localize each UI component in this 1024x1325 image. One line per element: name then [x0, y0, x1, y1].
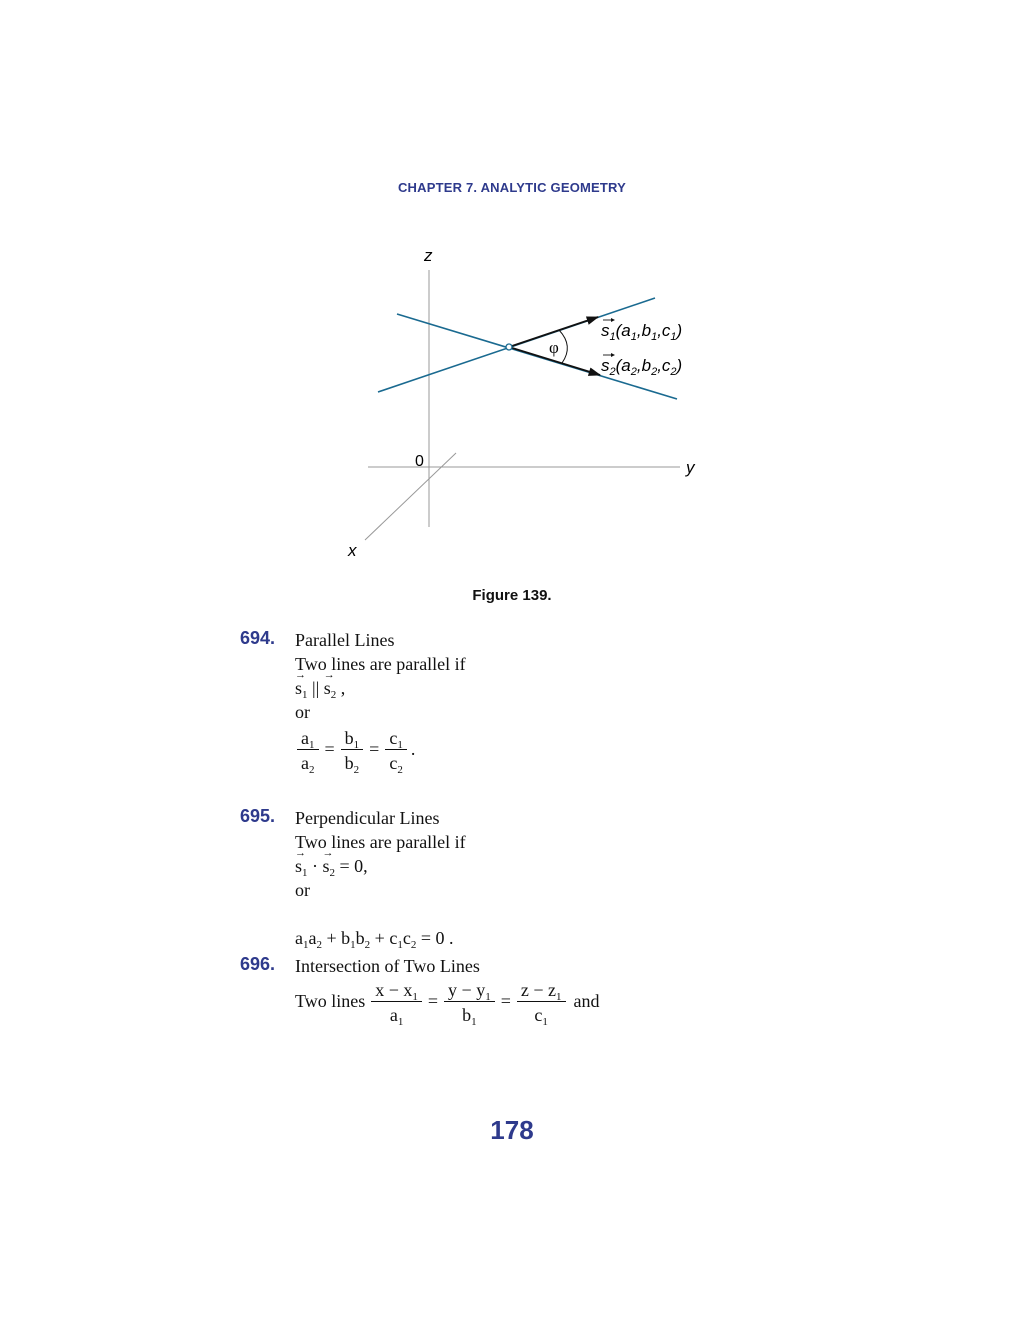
- parallel-vector-formula: → $s_1$ || → $s_2$ ,: [295, 676, 466, 700]
- section-title: Perpendicular Lines: [295, 808, 440, 828]
- section-number: 695.: [240, 806, 276, 826]
- component-formula: $a_1a_2 + b_1b_2 + c_1c_2 = 0$ .: [295, 928, 454, 951]
- or-text: or: [295, 880, 310, 900]
- origin-label: 0: [415, 453, 424, 470]
- or-text: or: [295, 702, 310, 722]
- section-text: Two lines are parallel if: [295, 832, 466, 852]
- s1-label: $s_1(a_1,b_1,c_1)$: [601, 321, 683, 343]
- dot-product-formula: → $s_1$ · → $s_2 = 0$,: [295, 854, 466, 878]
- section-number: 694.: [240, 628, 276, 648]
- z-axis-label: z: [424, 246, 433, 265]
- parallel-ratio-formula: $\frac{a_1}{a_2}$ = $\frac{b_1}{b_2}$ = $\frac{c_1}{c_2}$ .: [295, 728, 466, 773]
- s1-overarrow-head: [611, 318, 615, 322]
- section-title: Parallel Lines: [295, 630, 395, 650]
- s2-overarrow-head: [611, 353, 615, 357]
- section-title: Intersection of Two Lines: [295, 956, 480, 976]
- x-axis: [365, 453, 456, 540]
- page-number: 178: [490, 1115, 534, 1145]
- section-text: Two lines are parallel if: [295, 654, 466, 674]
- line-equations-formula: Two lines $\frac{x - x_1}{a_1}$ = $\frac{y - y_1}{b_1}$ = $\frac{z - z_1}{c_1}$ and: [295, 980, 600, 1028]
- s2-label: $s_2(a_2,b_2,c_2)$: [601, 356, 683, 378]
- angle-arc: [559, 330, 567, 363]
- y-axis-label: y: [686, 458, 695, 477]
- chapter-header: CHAPTER 7. ANALYTIC GEOMETRY: [397, 180, 627, 195]
- intersection-point: [506, 344, 512, 350]
- x-axis-label: x: [348, 541, 357, 560]
- section-number: 696.: [240, 954, 276, 974]
- figure-caption: Figure 139.: [472, 587, 552, 604]
- figure-139-diagram: [0, 0, 1024, 620]
- angle-label: φ: [549, 338, 559, 357]
